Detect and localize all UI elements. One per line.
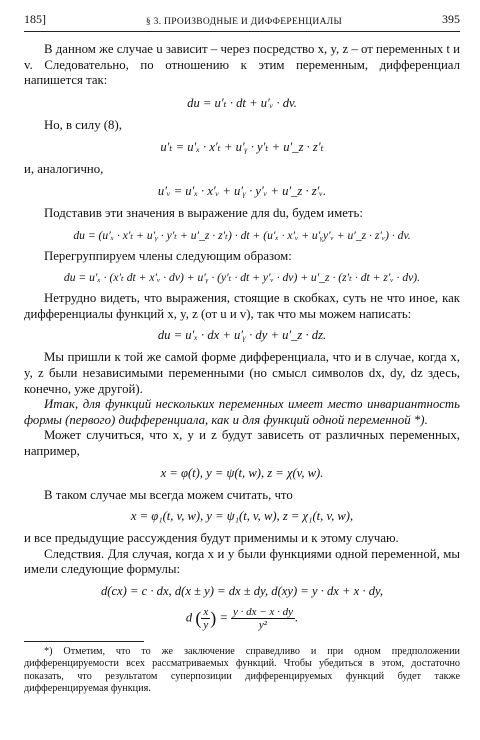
eq10-rparen: ) (210, 607, 217, 628)
equation-2: u′ₜ = u′ₓ · x′ₜ + u′ᵧ · y′ₜ + u′_z · z′ₜ (160, 140, 324, 155)
page (24, 12, 460, 696)
equation-1: du = u′ₜ · dt + u′ᵥ · dv. (187, 95, 297, 110)
footnote-rule (24, 641, 144, 642)
equation-8: x = φ₁(t, v, w), y = ψ₁(t, v, w), z = χ₁(t, v, w), (130, 509, 354, 524)
equation-10 (24, 606, 460, 631)
fraction-derivative-quotient (231, 606, 295, 631)
eq10-den-right: y² (258, 618, 268, 631)
eq10-num-left: x (203, 605, 209, 618)
eq10-equals: = (219, 610, 228, 625)
paragraph-7: Мы пришли к той же самой форме дифференциала, что и в случае, когда x, y, z были независимыми переменными (но смысл символов dx, dy, dz здесь, конечно, уже другой). (24, 350, 460, 396)
eq10-den-left: y (203, 618, 209, 631)
equation-7: x = φ(t), y = ψ(t, w), z = χ(v, w). (160, 465, 324, 480)
paragraph-9: Может случиться, что x, y и z будут зависеть от различных переменных, например, (24, 428, 460, 458)
eq10-lparen: ( (195, 607, 202, 628)
section-title: § 3. ПРОИЗВОДНЫЕ И ДИФФЕРЕНЦИАЛЫ (145, 17, 343, 27)
equation-5: du = u′ₓ · (x′ₜ dt + x′ᵥ · dv) + u′ᵧ · (y′ₜ · dt + y′ᵥ · dv) + u′_z · (z′ₜ · dt + z′ᵥ · dv). (63, 271, 421, 285)
paragraph-10: В таком случае мы всегда можем считать, что (44, 487, 293, 502)
paragraph-5: Перегруппируем члены следующим образом: (44, 248, 292, 263)
page-ref-left: 185] (24, 12, 46, 26)
equation-3: u′ᵥ = u′ₓ · x′ᵥ + u′ᵧ · y′ᵥ + u′_z · z′ᵥ. (157, 183, 327, 198)
paragraph-1: В данном же случае u зависит – через посредство x, y, z – от переменных t и v. Следовательно, по отношению к этим переменным, дифференциал напишется так: (24, 42, 460, 88)
eq10-num-right: y · dx − x · dy (233, 605, 293, 618)
running-header (24, 12, 460, 32)
paragraph-3: и, аналогично, (24, 162, 104, 177)
paragraph-12: Следствия. Для случая, когда x и y были функциями одной переменной, мы имели следующие формулы: (24, 546, 460, 577)
paragraph-11: и все предыдущие рассуждения будут применимы и к этому случаю. (24, 531, 399, 546)
equation-9: d(cx) = c · dx, d(x ± y) = dx ± dy, d(xy) = y · dx + x · dy, (100, 583, 384, 598)
paragraph-8: Итак, для функций нескольких переменных имеет место инвариантность формы (первого) дифференциала, как и для функций одной переменной *). (24, 397, 460, 427)
eq10-end: . (294, 610, 299, 625)
paragraph-6: Нетрудно видеть, что выражения, стоящие в скобках, суть не что иное, как дифференциалы функций x, y, z (от u и v), так что мы можем написать: (24, 291, 460, 321)
equation-4: du = (u′ₓ · x′ₜ + u′ᵧ · y′ₜ + u′_z · z′ₜ) · dt + (u′ₓ · x′ᵥ + u′ᵧy′ᵥ + u′_z · z′ᵥ) · dv. (73, 228, 411, 242)
page-number: 395 (441, 12, 460, 26)
footnote: *) Отметим, что то же заключение справедливо и при одном предположении дифференцируемости всех рассматриваемых функций. Чтобы убедиться в этом, достаточно показать, что результатом суперпозиции дифференцируемых функций будет также дифференцируемая функция. (24, 645, 460, 695)
eq10-lhs: d (185, 610, 193, 625)
fraction-x-over-y (201, 606, 210, 631)
paragraph-2: Но, в силу (8), (44, 117, 122, 132)
paragraph-4: Подставив эти значения в выражение для du, будем иметь: (44, 205, 363, 220)
equation-6: du = u′ₓ · dx + u′ᵧ · dy + u′_z · dz. (157, 328, 327, 343)
